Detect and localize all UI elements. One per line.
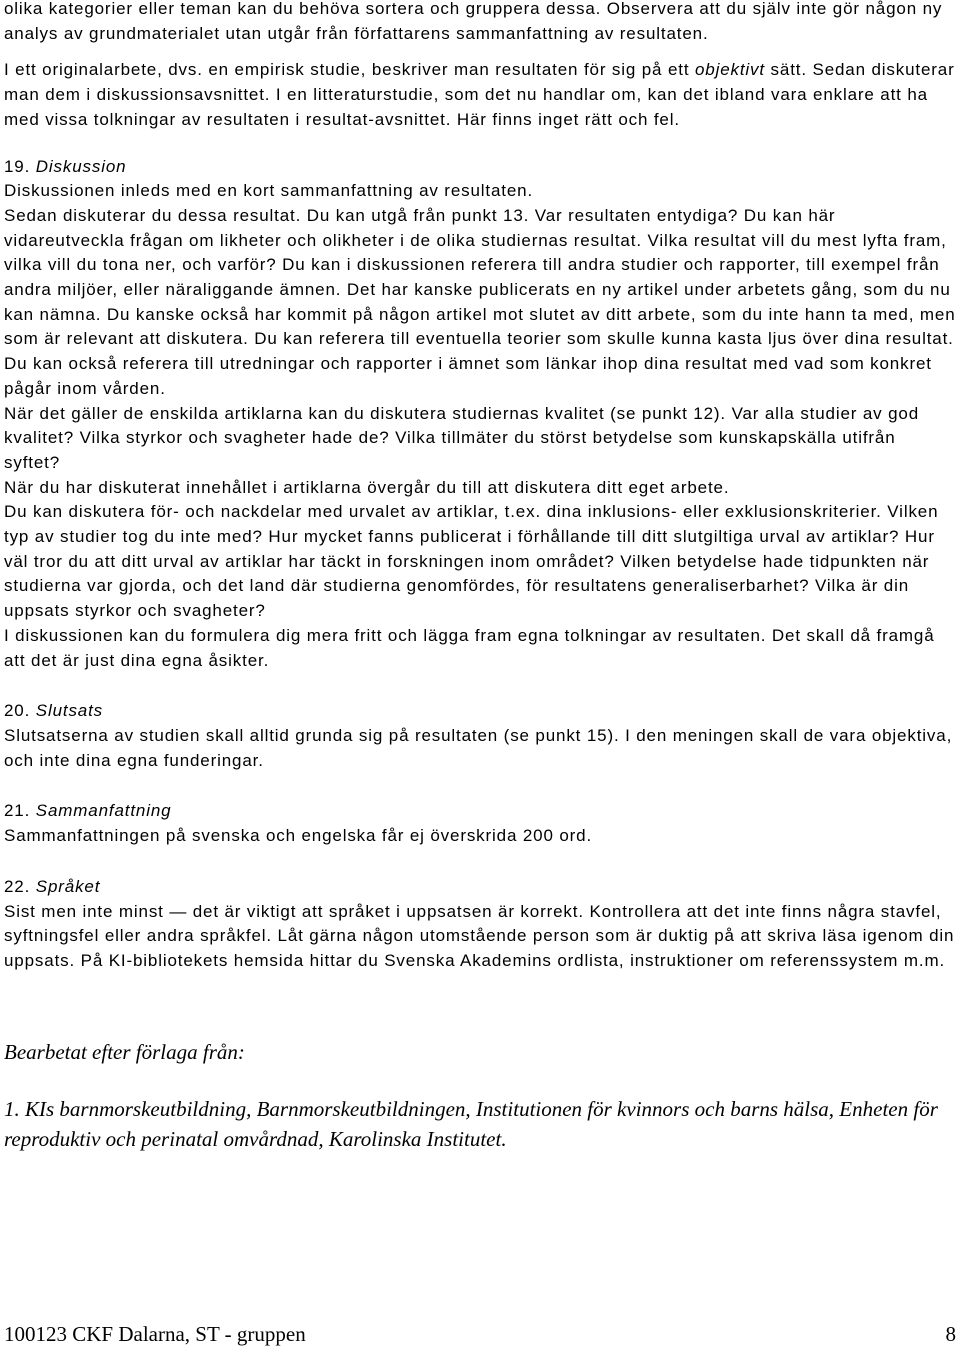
section-heading-sammanfattning: 21. Sammanfattning bbox=[4, 801, 172, 821]
diskussion-paragraph-2: Sedan diskuterar du dessa resultat. Du kan utgå från punkt 13. Var resultaten entydiga? Du kan här vidareutveckla frågan om likheter och olikheter i de olika studiernas resultat. Vilka resultat vill du mest lyfta fram, vilka vill du tona ner, och varför? Du kan i diskussionen referera till andra studier och rapporter, till exempel från andra miljöer, eller näraliggande ämnen. Det har kanske publicerats en ny artikel under arbetets gång, som du nu kan nämna. Du kanske också har kommit på någon artikel mot slutet av ditt arbete, som du inte hann ta med, men som är relevant att diskutera. Du kan referera till eventuella teorier som skulle kunna kasta ljus över dina resultat. Du kan också referera till utredningar och rapporter i ämnet som länkar ihop dina resultat med vad som konkret pågår inom vården. bbox=[4, 205, 956, 398]
intro-paragraph-1: olika kategorier eller teman kan du behöva sortera och gruppera dessa. Observera att du själv inte gör någon ny analys av grundmaterialet utan utgår från författarens sammanfattning av resultaten. bbox=[4, 0, 943, 43]
section-heading-spraket: 22. Språket bbox=[4, 876, 101, 896]
diskussion-paragraph-6: I diskussionen kan du formulera dig mera fritt och lägga fram egna tolkningar av resultaten. Det skall då framgå att det är just dina egna åsikter. bbox=[4, 625, 935, 670]
page-number: 8 bbox=[945, 1322, 956, 1346]
document-page bbox=[4, 0, 956, 1154]
footer-text: 100123 CKF Dalarna, ST - gruppen bbox=[4, 1322, 306, 1346]
section-heading-diskussion: 19. Diskussion bbox=[4, 156, 127, 176]
diskussion-paragraph-5: Du kan diskutera för- och nackdelar med urvalet av artiklar, t.ex. dina inklusions- eller exklusionskriterier. Vilken typ av studier tog du inte med? Hur mycket fanns publicerat i förhållande till ditt slutgiltiga urval av artiklar? Hur väl tror du att ditt urval av artiklar har täckt in forskningen inom området? Vilken betydelse hade tidpunkten när studierna var gjorda, och det land där studierna genomfördes, för resultatens generaliserbarhet? Vilka är din uppsats styrkor och svagheter? bbox=[4, 502, 939, 621]
section-heading-slutsats: 20. Slutsats bbox=[4, 701, 104, 721]
page-footer bbox=[4, 1322, 956, 1347]
slutsats-paragraph: Slutsatserna av studien skall alltid grunda sig på resultaten (se punkt 15). I den meningen skall de vara objektiva, och inte dina egna funderingar. bbox=[4, 725, 953, 770]
emphasis-objektivt: objektivt bbox=[694, 60, 765, 80]
source-reference: 1. KIs barnmorskeutbildning, Barnmorskeutbildningen, Institutionen för kvinnors och barns hälsa, Enheten för reproduktiv och perinatal omvårdnad, Karolinska Institutet. bbox=[4, 1096, 938, 1151]
intro-paragraph-2: I ett originalarbete, dvs. en empirisk studie, beskriver man resultaten för sig på ett objektivt sätt. Sedan diskuterar man dem i diskussionsavsnittet. I en litteraturstudie, som det nu handlar om, kan det ibland vara enklare att ha med vissa tolkningar av resultaten i resultat-avsnittet. Här finns inget rätt och fel. bbox=[4, 60, 955, 129]
diskussion-paragraph-4: När du har diskuterat innehållet i artiklarna övergår du till att diskutera ditt eget arbete. bbox=[4, 477, 730, 497]
source-heading: Bearbetat efter förlaga från: bbox=[4, 1039, 245, 1064]
spraket-paragraph: Sist men inte minst — det är viktigt att språket i uppsatsen är korrekt. Kontrollera att det inte finns några stavfel, syftningsfel eller andra språkfel. Låt gärna någon utomstående person som är duktig på att skriva läsa igenom din uppsats. På KI-bibliotekets hemsida hittar du Svenska Akademins ordlista, instruktioner om referenssystem m.m. bbox=[4, 901, 955, 970]
diskussion-paragraph-3: När det gäller de enskilda artiklarna kan du diskutera studiernas kvalitet (se punkt 12). Var alla studier av god kvalitet? Vilka styrkor och svagheter hade de? Vilka tillmäter du störst betydelse som kunskapskälla utifrån syftet? bbox=[4, 403, 920, 472]
sammanfattning-paragraph: Sammanfattningen på svenska och engelska får ej överskrida 200 ord. bbox=[4, 826, 593, 846]
diskussion-paragraph-1: Diskussionen inleds med en kort sammanfattning av resultaten. bbox=[4, 181, 534, 201]
